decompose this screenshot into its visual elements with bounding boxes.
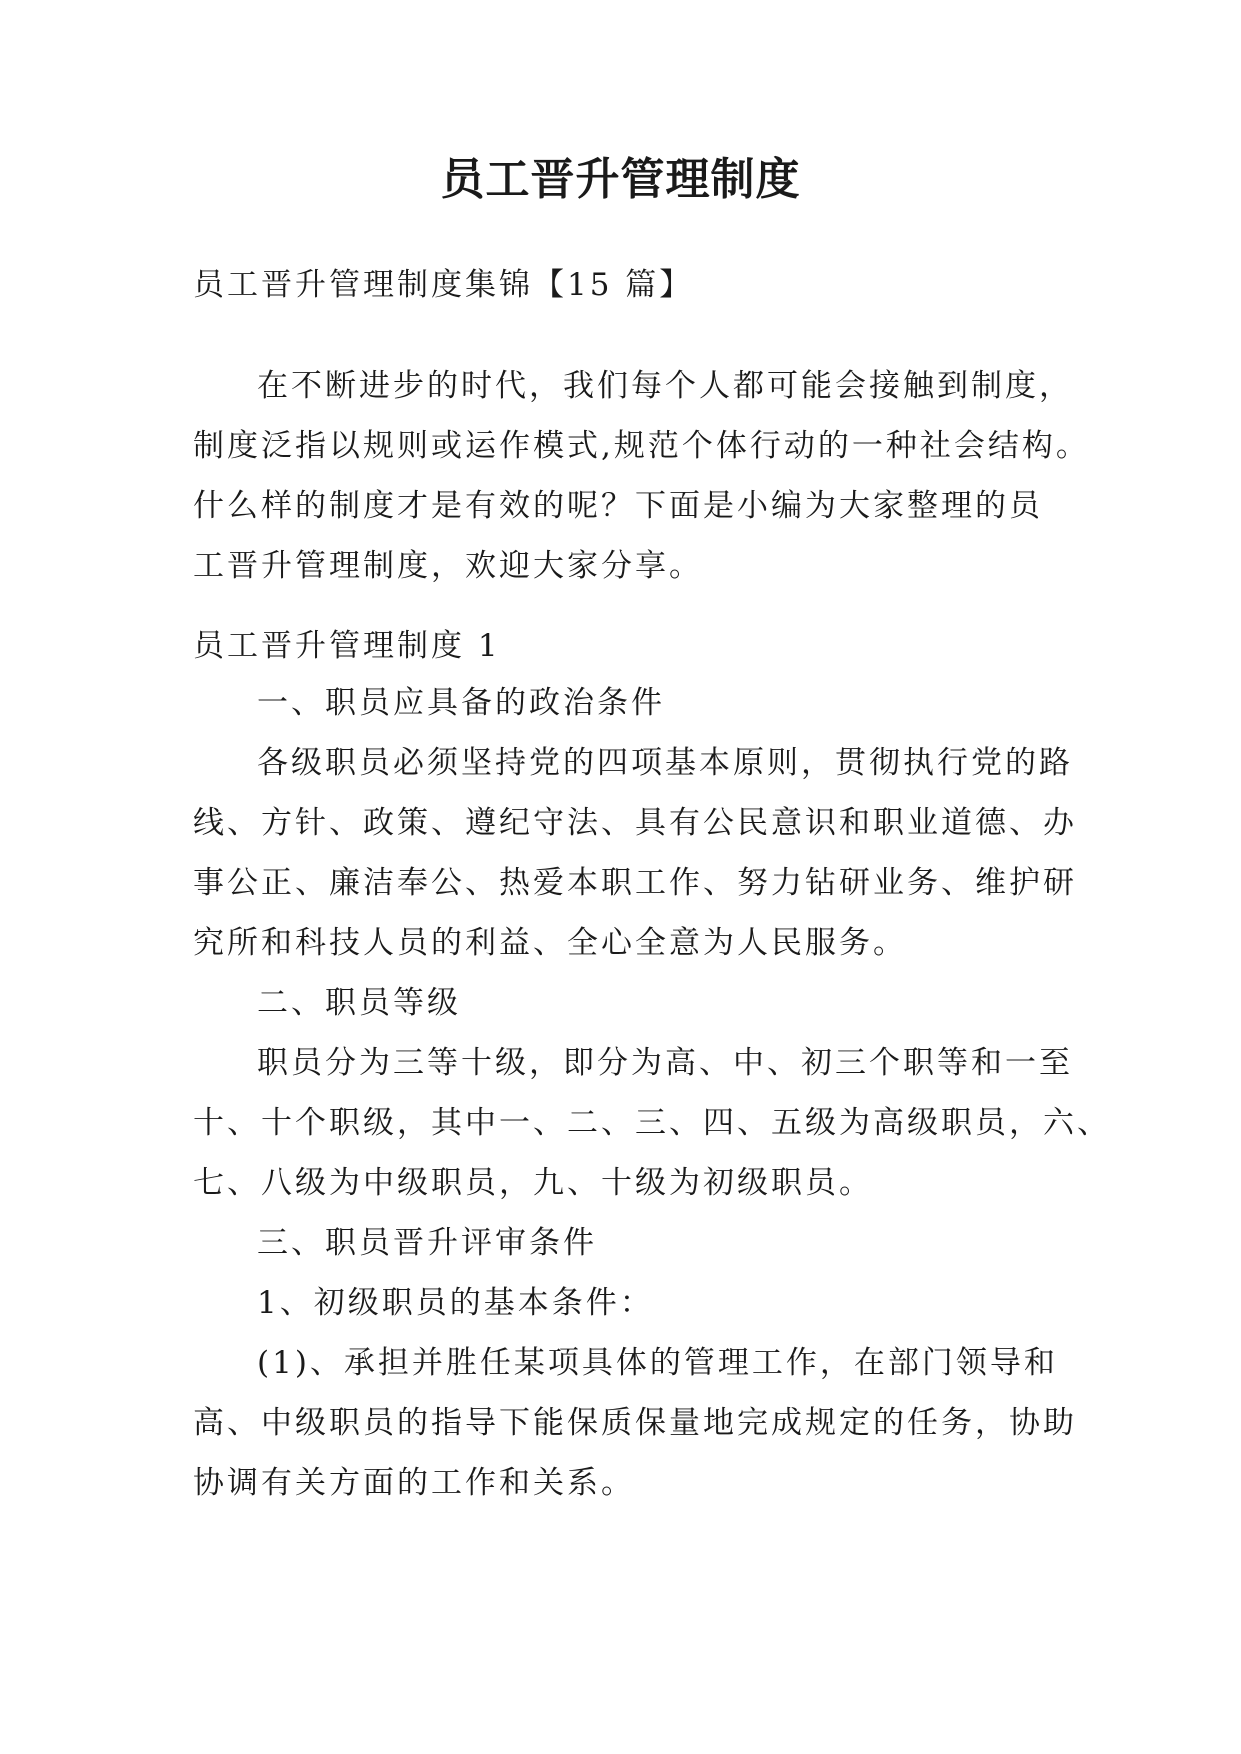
subtitle-line: 员工晋升管理制度集锦【15 篇】 <box>193 267 694 303</box>
intro-line: 工晋升管理制度，欢迎大家分享。 <box>193 548 703 584</box>
document-subtitle <box>193 255 1053 315</box>
sub-clause-heading: 1、初级职员的基本条件： <box>257 1285 654 1321</box>
intro-line: 制度泛指以规则或运作模式,规范个体行动的一种社会结构。 <box>193 428 1090 464</box>
body-line: (1)、承担并胜任某项具体的管理工作，在部门领导和 <box>257 1345 1058 1381</box>
body-line: 七、八级为中级职员，九、十级为初级职员。 <box>193 1165 873 1201</box>
body-line: 职员分为三等十级，即分为高、中、初三个职等和一至 <box>257 1045 1073 1081</box>
clause-heading: 一、职员应具备的政治条件 <box>257 685 665 721</box>
section-heading <box>193 616 1053 676</box>
clause-heading: 二、职员等级 <box>257 985 461 1021</box>
intro-paragraph <box>193 356 1090 596</box>
intro-line: 什么样的制度才是有效的呢？下面是小编为大家整理的员 <box>193 488 1043 524</box>
body-line: 各级职员必须坚持党的四项基本原则，贯彻执行党的路 <box>257 745 1073 781</box>
body-line: 究所和科技人员的利益、全心全意为人民服务。 <box>193 925 907 961</box>
body-line: 线、方针、政策、遵纪守法、具有公民意识和职业道德、办 <box>193 805 1077 841</box>
section-heading-line: 员工晋升管理制度 1 <box>193 628 501 664</box>
body-line: 十、十个职级，其中一、二、三、四、五级为高级职员，六、 <box>193 1105 1111 1141</box>
body-line: 协调有关方面的工作和关系。 <box>193 1465 635 1501</box>
document-title: 员工晋升管理制度 <box>440 154 801 205</box>
clause-heading: 三、职员晋升评审条件 <box>257 1225 597 1261</box>
section-body <box>193 673 1111 1513</box>
body-line: 高、中级职员的指导下能保质保量地完成规定的任务，协助 <box>193 1405 1077 1441</box>
body-line: 事公正、廉洁奉公、热爱本职工作、努力钻研业务、维护研 <box>193 865 1077 901</box>
intro-line: 在不断进步的时代，我们每个人都可能会接触到制度， <box>257 368 1073 404</box>
